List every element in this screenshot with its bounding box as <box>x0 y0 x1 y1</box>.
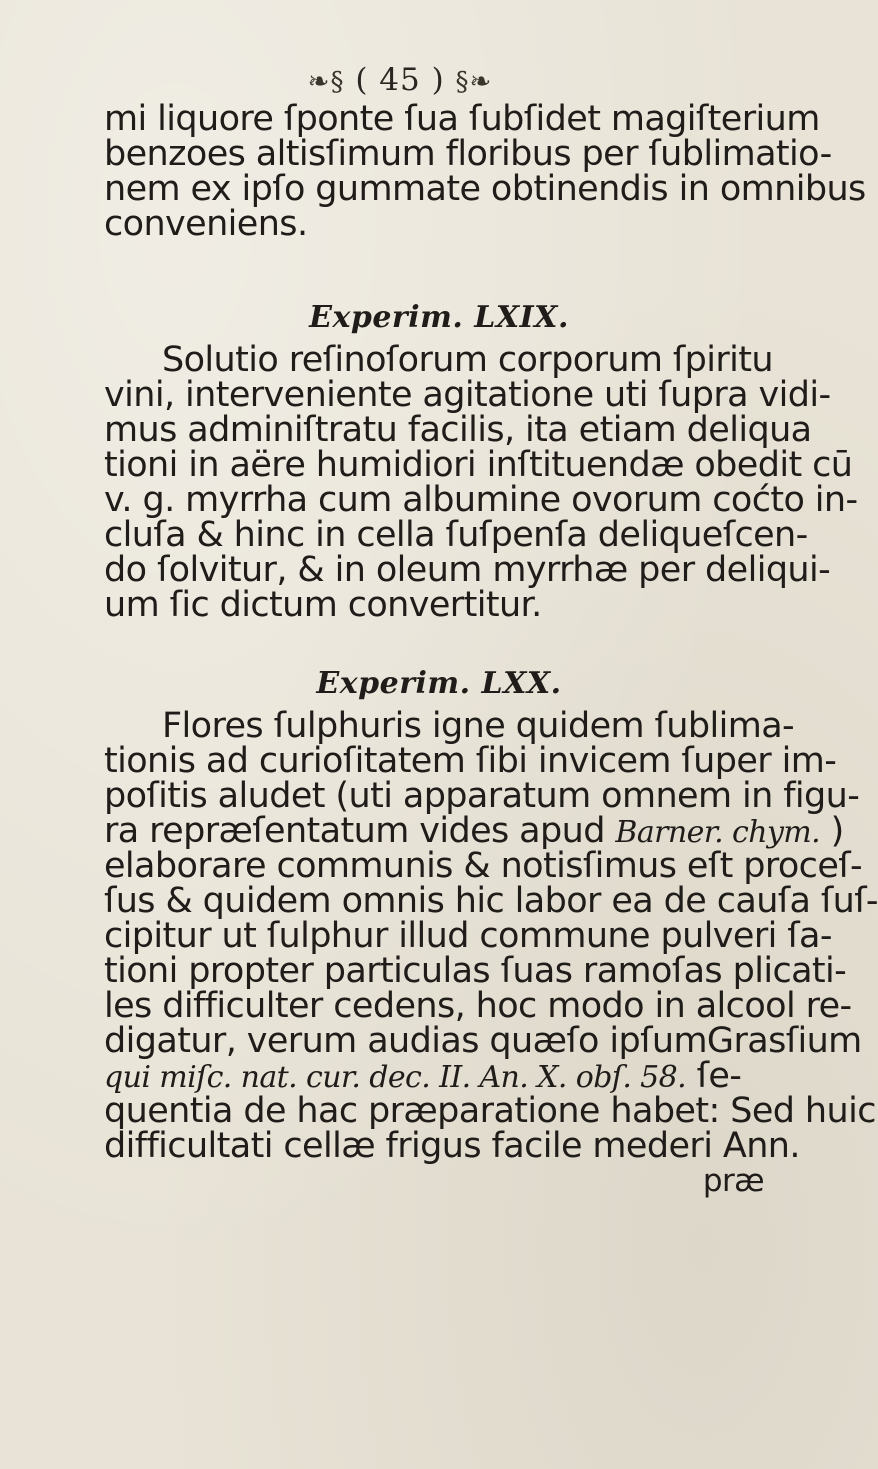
text-line: elaborare communis & notisſimus eſt proceſ- <box>104 846 863 886</box>
spacer <box>104 242 774 300</box>
text-fragment: ra repræſentatum vides apud <box>104 811 616 851</box>
text-line: mus adminiſtratu facilis, ita etiam deliqua <box>104 410 812 450</box>
text-line: conveniens. <box>104 204 308 244</box>
text-line <box>104 1056 774 1096</box>
paragraph-2 <box>104 340 858 625</box>
text-line: Solutio reſinoſorum corporum ſpiritu <box>162 340 773 380</box>
text-line: cipitur ut ſulphur illud commune pulveri ſa- <box>104 916 832 956</box>
text-line: nem ex ipſo gummate obtinendis in omnibus <box>104 169 866 209</box>
text-line: benzoes altisſimum floribus per ſublimatio- <box>104 134 832 174</box>
text-line: do ſolvitur, & in oleum myrrhæ per deliqui- <box>104 550 831 590</box>
text-line: poſitis aludet (uti apparatum omnem in figu- <box>104 776 860 816</box>
ornament-right-icon: §❧ <box>455 66 493 97</box>
section-heading-lxix: Experim. LXIX. <box>309 300 569 335</box>
text-line: tioni propter particulas ſuas ramoſas plicati- <box>104 951 847 991</box>
text-line <box>104 811 844 851</box>
page-number: ( 45 ) <box>355 62 445 98</box>
paragraph-1 <box>104 99 866 244</box>
text-line: v. g. myrrha cum albumine ovorum coćto in- <box>104 480 858 520</box>
page-body <box>104 99 878 1199</box>
text-line: quentia de hac præparatione habet: Sed huic <box>104 1091 876 1131</box>
text-line: les difficulter cedens, hoc modo in alcool re- <box>104 986 852 1026</box>
spacer <box>104 623 774 666</box>
text-line: mi liquore ſponte ſua ſubſidet magiſterium <box>104 99 820 139</box>
text-line: Flores ſulphuris igne quidem ſublima- <box>162 706 795 746</box>
text-line: tionis ad curioſitatem ſibi invicem ſuper im- <box>104 741 837 781</box>
ornament-left-icon: ❧§ <box>307 66 345 97</box>
text-fragment: ſe- <box>686 1056 742 1096</box>
paragraph-3 <box>104 706 878 1166</box>
citation-italic: Barner. chym. <box>615 815 821 850</box>
text-line: ſus & quidem omnis hic labor ea de cauſa ſuſ- <box>104 881 878 921</box>
catchword: præ <box>702 1163 764 1199</box>
text-line: digatur, verum audias quæſo ipſumGrasſium <box>104 1021 862 1061</box>
text-line: tioni in aëre humidiori inſtituendæ obedit cū <box>104 445 853 485</box>
page-header <box>0 62 800 98</box>
text-line: um ſic dictum convertitur. <box>104 585 542 625</box>
text-line: difficultati cellæ frigus facile mederi Ann. <box>104 1126 800 1166</box>
text-line: cluſa & hinc in cella ſuſpenſa deliqueſcen- <box>104 515 808 555</box>
citation-italic: qui miſc. nat. cur. dec. II. An. X. obſ. 58. <box>104 1060 687 1095</box>
section-heading-lxx: Experim. LXX. <box>316 666 562 701</box>
text-fragment: ) <box>820 811 844 851</box>
text-line: vini, interveniente agitatione uti ſupra vidi- <box>104 375 831 415</box>
